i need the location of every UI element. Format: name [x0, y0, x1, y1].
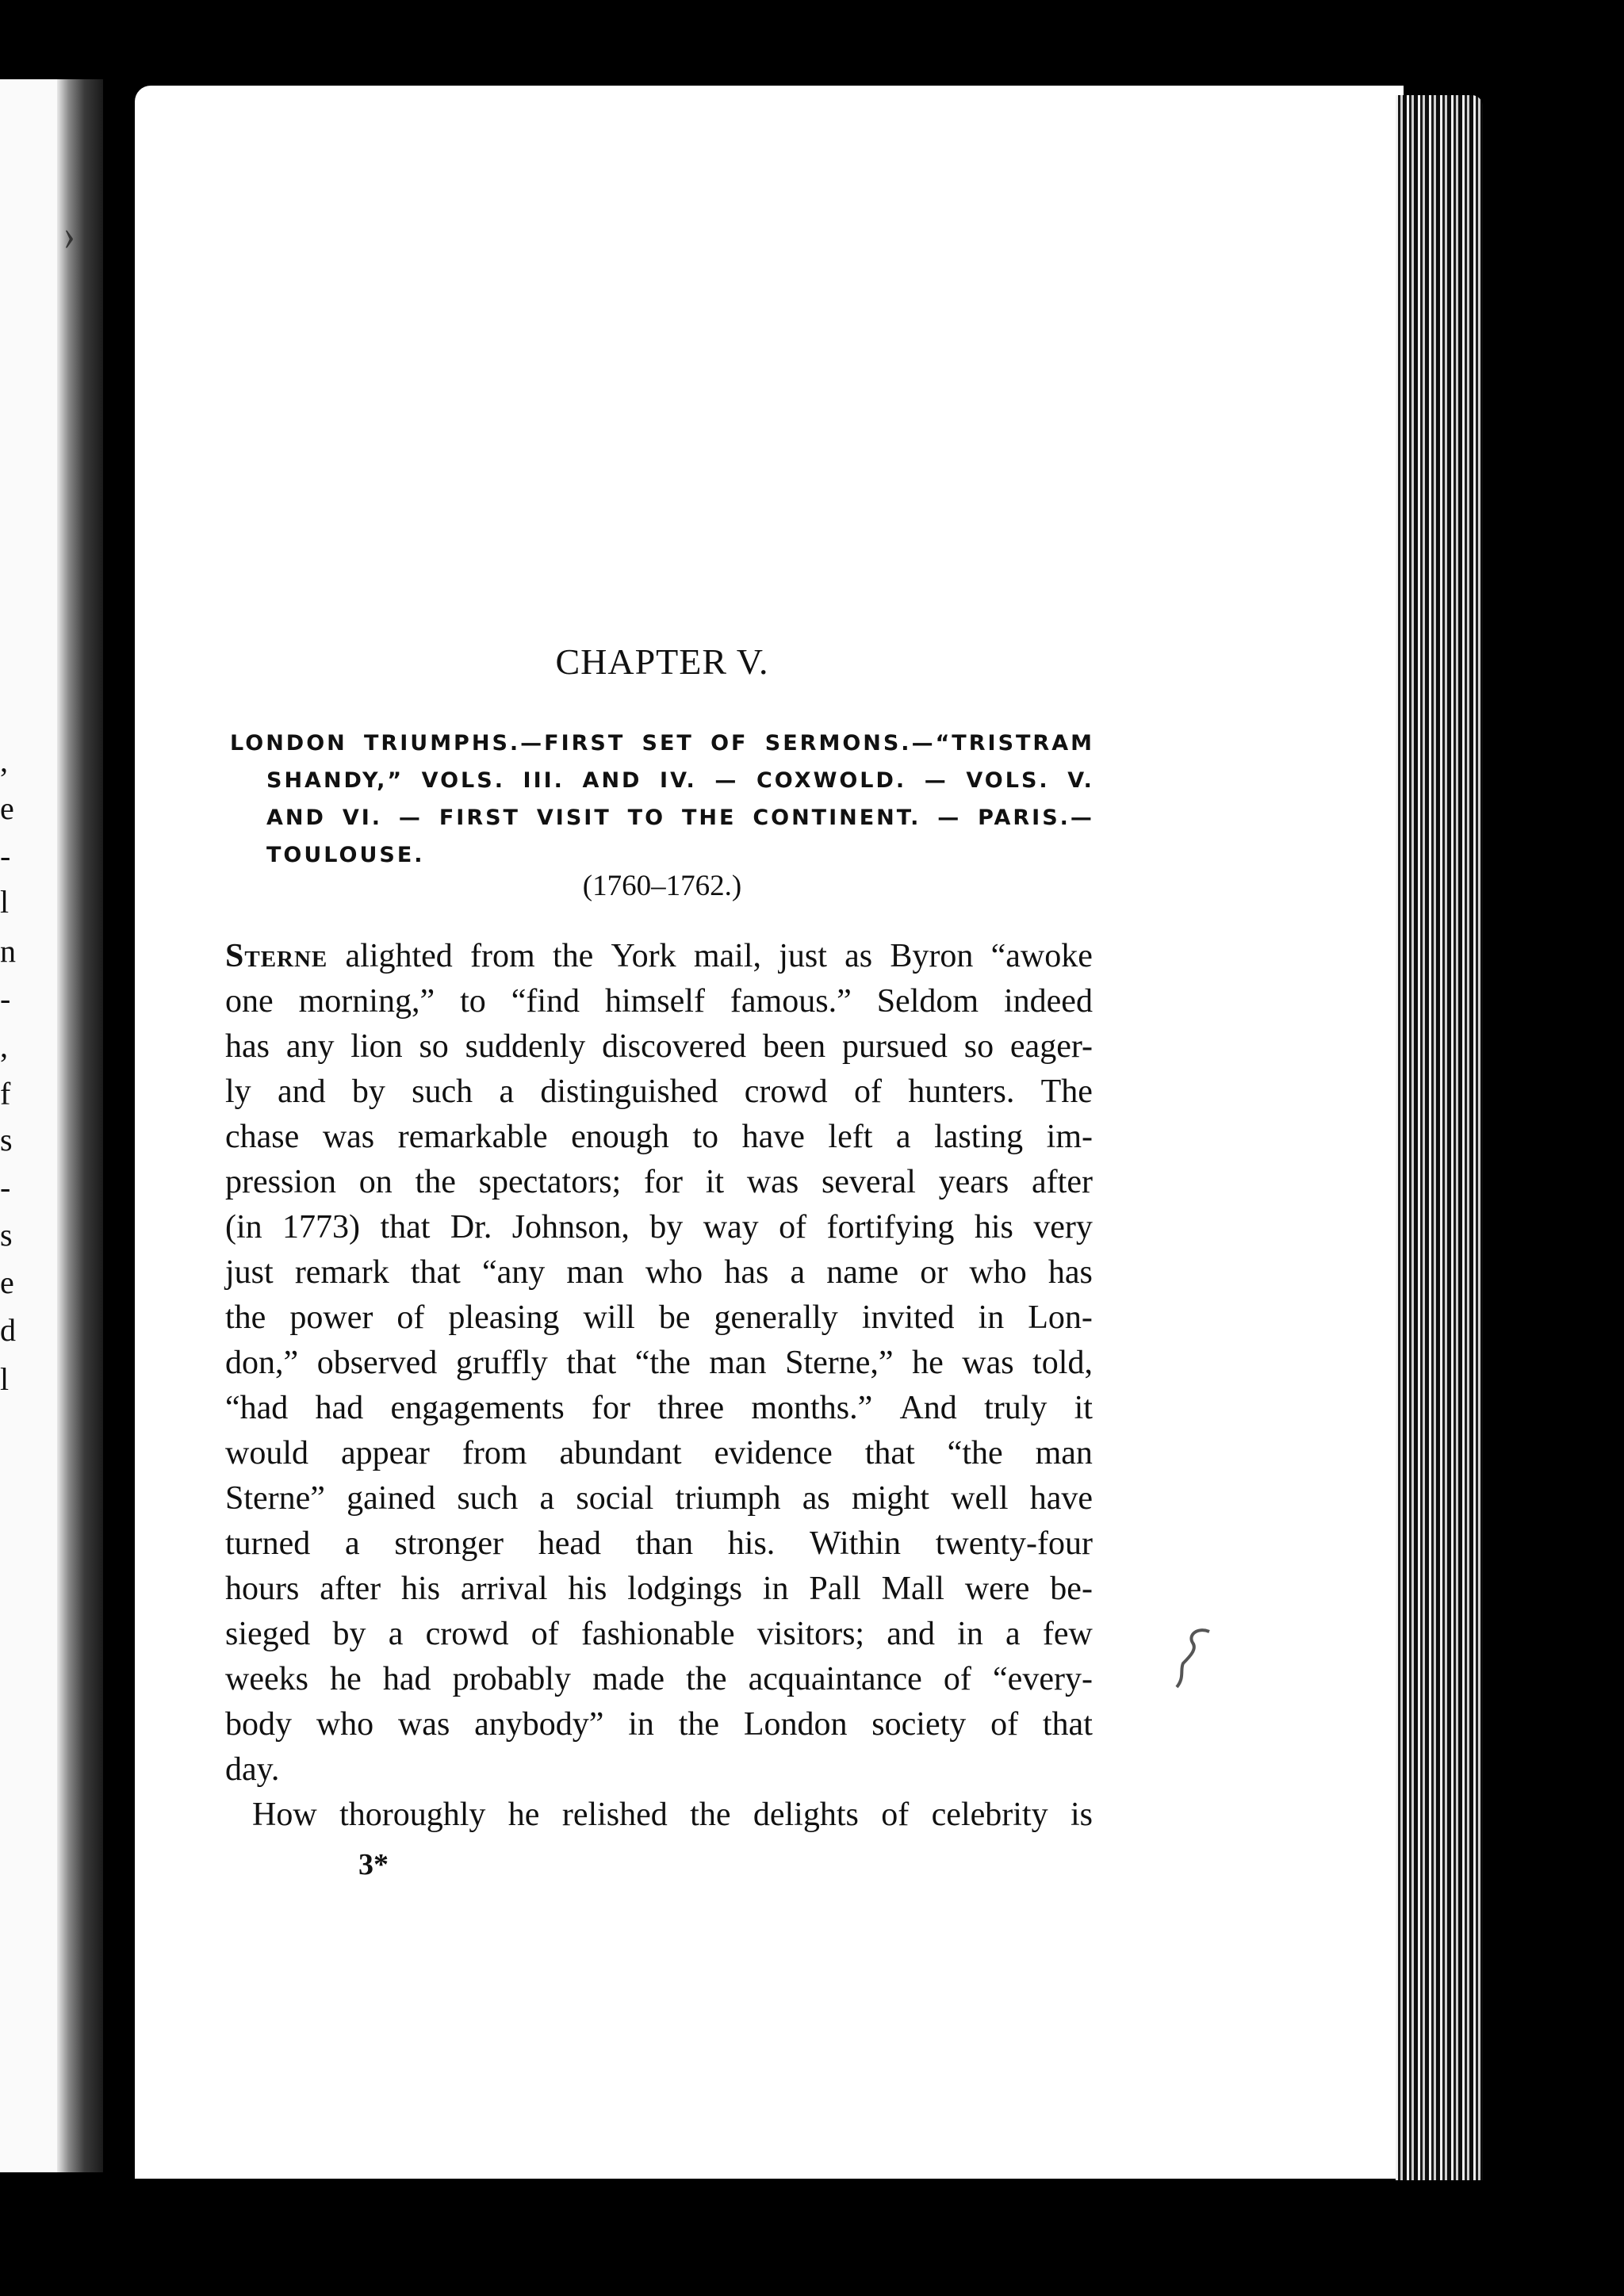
summary-word: IV. [660, 768, 697, 793]
word: the [225, 1299, 266, 1336]
word: his. [727, 1525, 776, 1562]
text-line [225, 1024, 1093, 1070]
word: ly [225, 1073, 251, 1110]
summary-word: LONDON [230, 731, 347, 756]
word: twenty-four [935, 1525, 1093, 1562]
lead-word: Sterne [225, 938, 328, 974]
word: have [741, 1119, 805, 1155]
summary-word: — [924, 768, 948, 793]
word: abundant [559, 1435, 682, 1471]
facing-page [0, 79, 97, 2172]
summary-word: OF [710, 731, 749, 756]
word: after [1032, 1164, 1093, 1200]
word: had [382, 1661, 431, 1697]
summary-word: — [398, 806, 423, 830]
summary-word: III. [523, 768, 565, 793]
word: gained [347, 1480, 436, 1517]
word: any [285, 1028, 335, 1065]
word: a [539, 1480, 555, 1517]
text-line [225, 1793, 1093, 1838]
word: will [583, 1299, 635, 1336]
word: that [380, 1209, 431, 1246]
word: that [410, 1254, 461, 1291]
word: visitors; [756, 1616, 865, 1652]
word: a [895, 1119, 911, 1155]
text-line [225, 1567, 1093, 1612]
word: in [628, 1706, 654, 1743]
book-gutter [57, 79, 103, 2172]
summary-line [230, 762, 1094, 799]
summary-word: FIRST [439, 806, 520, 830]
word: relished [561, 1797, 668, 1833]
facing-page-char: e [0, 1265, 14, 1300]
text-line [225, 1521, 1093, 1567]
word: so [419, 1028, 449, 1065]
word: of [779, 1209, 807, 1246]
word: remarkable [397, 1119, 548, 1155]
word: sieged [225, 1616, 311, 1652]
word: have [1029, 1480, 1093, 1517]
word: day. [225, 1751, 280, 1788]
word: on [358, 1164, 393, 1200]
word: man [566, 1254, 624, 1291]
word: Lon- [1028, 1299, 1093, 1336]
word: in [762, 1571, 789, 1607]
page-edges [1396, 95, 1483, 2180]
word: mail, [693, 938, 761, 974]
word: been [762, 1028, 826, 1065]
word: York [611, 938, 676, 974]
word: 1773) [282, 1209, 361, 1246]
word: that [566, 1345, 617, 1381]
word: social [576, 1480, 654, 1517]
word: years [938, 1164, 1009, 1200]
word: distinguished [540, 1073, 718, 1110]
word: “every- [993, 1661, 1093, 1697]
summary-word: AND [582, 768, 642, 793]
word: gruffly [455, 1345, 548, 1381]
word: of [396, 1299, 425, 1336]
word: the [686, 1661, 727, 1697]
word: way [703, 1209, 759, 1246]
word: well [951, 1480, 1009, 1517]
word: such [412, 1073, 473, 1110]
word: alighted [345, 938, 453, 974]
word: be [658, 1299, 691, 1336]
word: discovered [602, 1028, 747, 1065]
summary-word: — [937, 806, 962, 830]
word: and [277, 1073, 326, 1110]
word: a [790, 1254, 806, 1291]
summary-word: CONTINENT. [753, 806, 921, 830]
text-line [225, 1612, 1093, 1657]
word: pursued [841, 1028, 948, 1065]
word: a [1005, 1616, 1021, 1652]
word: Within [810, 1525, 901, 1562]
word: man [1035, 1435, 1093, 1471]
word: or [920, 1254, 948, 1291]
word: of [881, 1797, 910, 1833]
summary-line [230, 725, 1094, 762]
word: remark [294, 1254, 389, 1291]
word: enough [571, 1119, 669, 1155]
word: society [871, 1706, 967, 1743]
word: Sterne,” [785, 1345, 894, 1381]
word: head [538, 1525, 602, 1562]
summary-word: SHANDY,” [266, 768, 404, 793]
word: was [746, 1164, 799, 1200]
facing-page-char: n [0, 933, 16, 969]
word: don,” [225, 1345, 299, 1381]
word: Mall [881, 1571, 944, 1607]
word: London [743, 1706, 848, 1743]
word: has [225, 1028, 270, 1065]
word: turned [225, 1525, 311, 1562]
word: power [289, 1299, 373, 1336]
word: lodgings [627, 1571, 742, 1607]
facing-page-char: s [0, 1217, 13, 1253]
word: made [592, 1661, 665, 1697]
word: name [826, 1254, 899, 1291]
word: observed [316, 1345, 438, 1381]
word: probably [452, 1661, 571, 1697]
word: thoroughly [339, 1797, 486, 1833]
text-line [225, 1250, 1093, 1295]
word: anybody” [474, 1706, 604, 1743]
facing-page-char: l [0, 1361, 10, 1397]
chapter-summary [230, 725, 1094, 874]
word: a [499, 1073, 515, 1110]
word: in [978, 1299, 1005, 1336]
facing-page-char: l [0, 884, 10, 920]
word: famous.” [730, 983, 852, 1020]
word: im- [1046, 1119, 1093, 1155]
word: “any [481, 1254, 546, 1291]
word: so [963, 1028, 994, 1065]
word: has [1048, 1254, 1093, 1291]
text-line [225, 1341, 1093, 1386]
text-line [225, 1747, 1093, 1793]
word: delights [753, 1797, 859, 1833]
summary-word: THE [681, 806, 737, 830]
word: indeed [1004, 983, 1093, 1020]
text-line [225, 1702, 1093, 1747]
word: pression [225, 1164, 336, 1200]
word: as [845, 938, 873, 974]
word: that [1042, 1706, 1093, 1743]
word: told, [1032, 1345, 1093, 1381]
word: “the [947, 1435, 1003, 1471]
word: a [345, 1525, 360, 1562]
summary-word: — [714, 768, 739, 793]
text-line [225, 934, 1093, 979]
word: he [330, 1661, 362, 1697]
word: has [724, 1254, 769, 1291]
word: eager- [1009, 1028, 1093, 1065]
word: for [591, 1390, 630, 1426]
word: his [568, 1571, 607, 1607]
word: as [802, 1480, 830, 1517]
word: was [397, 1706, 450, 1743]
summary-line [230, 836, 1094, 874]
word: evidence [714, 1435, 833, 1471]
word: acquaintance [748, 1661, 922, 1697]
word: the [415, 1164, 456, 1200]
word: Dr. [450, 1209, 492, 1246]
summary-word: TRIUMPHS.—FIRST [364, 731, 626, 756]
word: to [460, 983, 486, 1020]
word: “had [225, 1390, 289, 1426]
word: crowd [744, 1073, 828, 1110]
word: truly [984, 1390, 1048, 1426]
word: of [943, 1661, 971, 1697]
word: would [225, 1435, 308, 1471]
summary-word: VI. [342, 806, 383, 830]
word: was [962, 1345, 1014, 1381]
summary-word: SET [642, 731, 694, 756]
word: arrival [460, 1571, 548, 1607]
word: fashionable [580, 1616, 735, 1652]
text-line [225, 1476, 1093, 1521]
word: who [316, 1706, 374, 1743]
word: suddenly [465, 1028, 586, 1065]
word: lion [350, 1028, 403, 1065]
word: “find [511, 983, 580, 1020]
word: man [709, 1345, 767, 1381]
word: very [1033, 1209, 1093, 1246]
facing-page-char: s [0, 1122, 13, 1158]
word: by [332, 1616, 366, 1652]
word: of [530, 1616, 559, 1652]
word: in [957, 1616, 983, 1652]
word: three [657, 1390, 725, 1426]
word: to [692, 1119, 719, 1155]
word: “awoke [990, 938, 1093, 974]
word: might [851, 1480, 929, 1517]
facing-page-char: - [0, 981, 11, 1016]
word: generally [714, 1299, 838, 1336]
word: The [1040, 1073, 1093, 1110]
word: crowd [425, 1616, 509, 1652]
summary-word: V. [1067, 768, 1094, 793]
word: who [645, 1254, 703, 1291]
chapter-title: CHAPTER V. [555, 641, 769, 682]
facing-page-char: d [0, 1312, 16, 1348]
facing-page-char: - [0, 838, 11, 874]
word: lasting [934, 1119, 1024, 1155]
word: such [457, 1480, 519, 1517]
facing-page-char: e [0, 790, 14, 826]
word: his [974, 1209, 1013, 1246]
summary-word: PARIS.— [978, 806, 1094, 830]
word: of [990, 1706, 1019, 1743]
word: was [322, 1119, 375, 1155]
word: and [887, 1616, 935, 1652]
word: who [969, 1254, 1027, 1291]
word: fortifying [826, 1209, 955, 1246]
summary-word: VOLS. [421, 768, 505, 793]
word: Sterne” [225, 1480, 325, 1517]
word: Johnson, [511, 1209, 630, 1246]
summary-line [230, 799, 1094, 836]
word: hours [225, 1571, 300, 1607]
summary-word: AND [266, 806, 326, 830]
word: body [225, 1706, 292, 1743]
word: a [388, 1616, 404, 1652]
word: were [964, 1571, 1030, 1607]
word: (in [225, 1209, 262, 1246]
word: himself [604, 983, 705, 1020]
word: months.” [751, 1390, 873, 1426]
summary-word: SERMONS.—“TRISTRAM [764, 731, 1094, 756]
word: it [1074, 1390, 1093, 1426]
facing-page-char: f [0, 1076, 11, 1112]
word: one [225, 983, 274, 1020]
text-line [225, 979, 1093, 1024]
word: several [821, 1164, 916, 1200]
summary-word: COXWOLD. [756, 768, 907, 793]
text-line [225, 1431, 1093, 1476]
text-line [225, 1070, 1093, 1115]
text-line [225, 1160, 1093, 1205]
word: is [1070, 1797, 1093, 1833]
word: Seldom [876, 983, 979, 1020]
word: he [912, 1345, 944, 1381]
facing-page-char: , [0, 1028, 8, 1064]
text-line [225, 1386, 1093, 1431]
word: stronger [394, 1525, 504, 1562]
word: he [508, 1797, 540, 1833]
word: that [864, 1435, 915, 1471]
word: How [252, 1797, 317, 1833]
ink-squiggle-mark [1166, 1625, 1221, 1697]
word: from [462, 1435, 527, 1471]
word: the [690, 1797, 731, 1833]
word: “the [634, 1345, 691, 1381]
summary-word: TO [627, 806, 666, 830]
body-text [225, 934, 1093, 1838]
word: of [853, 1073, 882, 1110]
word: hunters. [908, 1073, 1015, 1110]
word: Pall [809, 1571, 861, 1607]
text-line [225, 1657, 1093, 1702]
word: few [1042, 1616, 1093, 1652]
word: Byron [890, 938, 974, 974]
word: it [705, 1164, 725, 1200]
facing-page-char: - [0, 1169, 11, 1205]
text-line [225, 1205, 1093, 1250]
word: chase [225, 1119, 300, 1155]
word: the [552, 938, 594, 974]
word: weeks [225, 1661, 308, 1697]
word: had [315, 1390, 364, 1426]
word: for [643, 1164, 683, 1200]
word: just [779, 938, 827, 974]
word: from [470, 938, 535, 974]
word: by [649, 1209, 684, 1246]
summary-word: VOLS. [966, 768, 1050, 793]
word: invited [861, 1299, 955, 1336]
text-line [225, 1295, 1093, 1341]
word: appear [340, 1435, 430, 1471]
word: by [351, 1073, 385, 1110]
text-line [225, 1115, 1093, 1160]
word: just [225, 1254, 274, 1291]
word: than [635, 1525, 694, 1562]
word: celebrity [931, 1797, 1048, 1833]
word: triumph [675, 1480, 781, 1517]
word: spectators; [478, 1164, 622, 1200]
signature-mark: 3* [358, 1848, 389, 1881]
word: morning,” [298, 983, 435, 1020]
summary-word: TOULOUSE. [266, 843, 425, 867]
summary-word: VISIT [536, 806, 611, 830]
margin-mark: › [63, 209, 75, 260]
word: his [401, 1571, 441, 1607]
word: be- [1050, 1571, 1093, 1607]
word: And [899, 1390, 957, 1426]
word: left [828, 1119, 873, 1155]
chapter-dates: (1760–1762.) [582, 870, 742, 902]
word: pleasing [448, 1299, 560, 1336]
word: engagements [390, 1390, 565, 1426]
facing-page-char: , [0, 743, 8, 779]
word: the [678, 1706, 720, 1743]
word: after [320, 1571, 381, 1607]
